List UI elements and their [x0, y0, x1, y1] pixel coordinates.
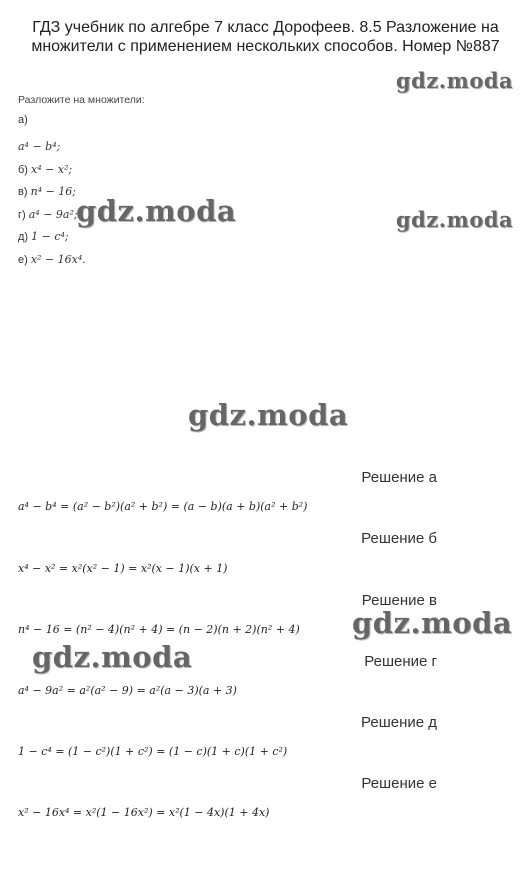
task-item-prefix: в) — [18, 186, 31, 198]
solution-equation: a⁴ − 9a² = a²(a² − 9) = a²(a − 3)(a + 3) — [18, 684, 237, 697]
watermark-logo: gdz.moda — [396, 68, 514, 93]
task-item — [18, 113, 28, 126]
task-item-prefix: а) — [18, 114, 28, 126]
watermark-logo: gdz.moda — [32, 640, 193, 674]
page-title: ГДЗ учебник по алгебре 7 класс Дорофеев. 8.5 Разложение на множители с применением нескольких способов. Номер №887 — [31, 19, 500, 55]
task-item-expr: x² − 16x⁴. — [30, 253, 86, 266]
task-item-prefix: б) — [18, 164, 32, 176]
solution-heading: Решение б — [361, 530, 437, 547]
task-item-expr: 1 − c⁴; — [31, 230, 69, 243]
task-item — [18, 208, 78, 221]
task-intro: Разложите на множители: — [18, 94, 145, 106]
task-item — [18, 230, 69, 243]
solution-equation: x² − 16x⁴ = x²(1 − 16x²) = x²(1 − 4x)(1 + 4x) — [18, 806, 270, 819]
task-item-prefix: д) — [18, 231, 32, 243]
task-item-expr: n⁴ − 16; — [30, 185, 76, 198]
solution-heading: Решение г — [364, 653, 437, 670]
task-item-expr: a⁴ − b⁴; — [18, 140, 61, 153]
solution-equation: a⁴ − b⁴ = (a² − b²)(a² + b²) = (a − b)(a + b)(a² + b²) — [18, 500, 308, 513]
watermark-logo: gdz.moda — [352, 606, 513, 640]
task-item — [18, 140, 60, 153]
solution-equation: 1 − c⁴ = (1 − c²)(1 + c²) = (1 − c)(1 + c)(1 + c²) — [18, 745, 288, 758]
solution-heading: Решение а — [361, 469, 437, 486]
watermark-logo: gdz.moda — [396, 207, 514, 232]
watermark-logo: gdz.moda — [188, 398, 349, 432]
solution-equation: n⁴ − 16 = (n² − 4)(n² + 4) = (n − 2)(n + 2)(n² + 4) — [18, 623, 300, 636]
solution-heading: Решение в — [361, 592, 437, 609]
task-item — [18, 253, 86, 266]
solution-heading: Решение е — [361, 775, 437, 792]
watermark-logo: gdz.moda — [76, 194, 237, 228]
task-item-expr: a⁴ − 9a²; — [28, 208, 78, 221]
solution-heading: Решение д — [361, 714, 437, 731]
task-item — [18, 163, 72, 176]
task-item-expr: x⁴ − x²; — [31, 163, 73, 176]
task-item-prefix: г) — [18, 209, 29, 221]
solution-equation: x⁴ − x² = x²(x² − 1) = x²(x − 1)(x + 1) — [18, 562, 228, 575]
task-item — [18, 185, 76, 198]
task-item-prefix: е) — [18, 254, 31, 266]
